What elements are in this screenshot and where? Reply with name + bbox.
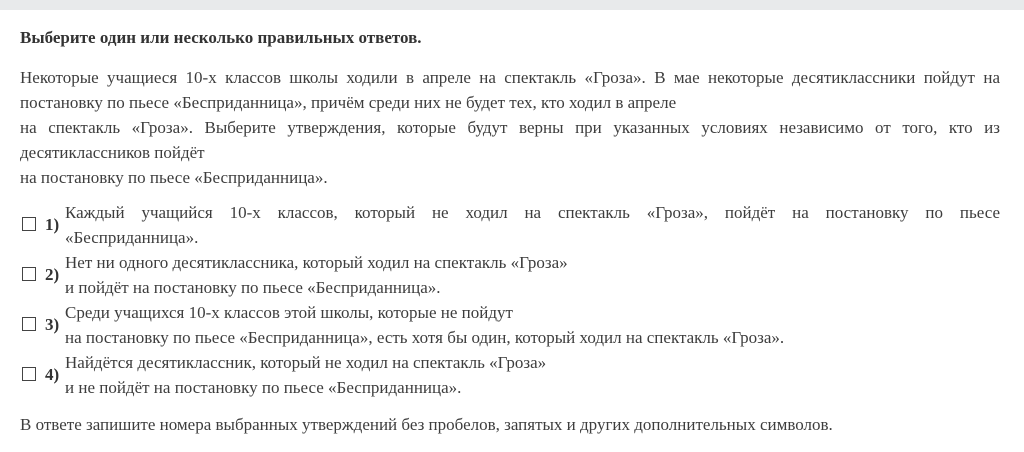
condition-line: на спектакль «Гроза». Выберите утверждения, которые будут верны при указанных условиях независимо от того, кто из <box>20 118 1000 137</box>
condition-line: на постановку по пьесе «Бесприданница». <box>20 168 328 187</box>
option-line: «Бесприданница». <box>65 228 199 247</box>
option-1-number: 1) <box>45 215 60 234</box>
option-1-text <box>65 200 1000 250</box>
option-2-number: 2) <box>45 265 60 284</box>
option-3-checkbox[interactable] <box>22 317 36 331</box>
option-line: и пойдёт на постановку по пьесе «Бесприданница». <box>65 278 441 297</box>
option-4-checkbox[interactable] <box>22 367 36 381</box>
option-4-text <box>65 350 1000 400</box>
task-condition <box>20 65 1000 190</box>
condition-line: постановку по пьесе «Бесприданница», причём среди них не будет тех, кто ходил в апреле <box>20 93 677 112</box>
task-instruction: Выберите один или несколько правильных ответов. <box>20 28 422 47</box>
top-bar <box>0 0 1024 10</box>
answer-option-3[interactable] <box>20 300 1000 350</box>
option-2-checkbox[interactable] <box>22 267 36 281</box>
option-line: Нет ни одного десятиклассника, который ходил на спектакль «Гроза» <box>65 253 568 272</box>
option-line: Каждый учащийся 10-х классов, который не ходил на спектакль «Гроза», пойдёт на постановку по пьесе <box>65 203 1000 222</box>
option-1-checkbox[interactable] <box>22 217 36 231</box>
answer-option-4[interactable] <box>20 350 1000 400</box>
option-2-text <box>65 250 1000 300</box>
answer-note: В ответе запишите номера выбранных утверждений без пробелов, запятых и других дополнительных символов. <box>20 415 833 434</box>
option-line: Найдётся десятиклассник, который не ходил на спектакль «Гроза» <box>65 353 547 372</box>
answer-options <box>20 200 1000 400</box>
task-content <box>20 25 1000 437</box>
answer-option-2[interactable] <box>20 250 1000 300</box>
option-line: на постановку по пьесе «Бесприданница», есть хотя бы один, который ходил на спектакль «Гроза». <box>65 328 785 347</box>
option-4-number: 4) <box>45 365 60 384</box>
answer-option-1[interactable] <box>20 200 1000 250</box>
option-line: и не пойдёт на постановку по пьесе «Бесприданница». <box>65 378 462 397</box>
option-3-text <box>65 300 1000 350</box>
option-line: Среди учащихся 10-х классов этой школы, которые не пойдут <box>65 303 513 322</box>
option-3-number: 3) <box>45 315 60 334</box>
condition-line: десятиклассников пойдёт <box>20 143 205 162</box>
condition-line: Некоторые учащиеся 10-х классов школы ходили в апреле на спектакль «Гроза». В мае некоторые десятиклассники пойдут на <box>20 68 1000 87</box>
